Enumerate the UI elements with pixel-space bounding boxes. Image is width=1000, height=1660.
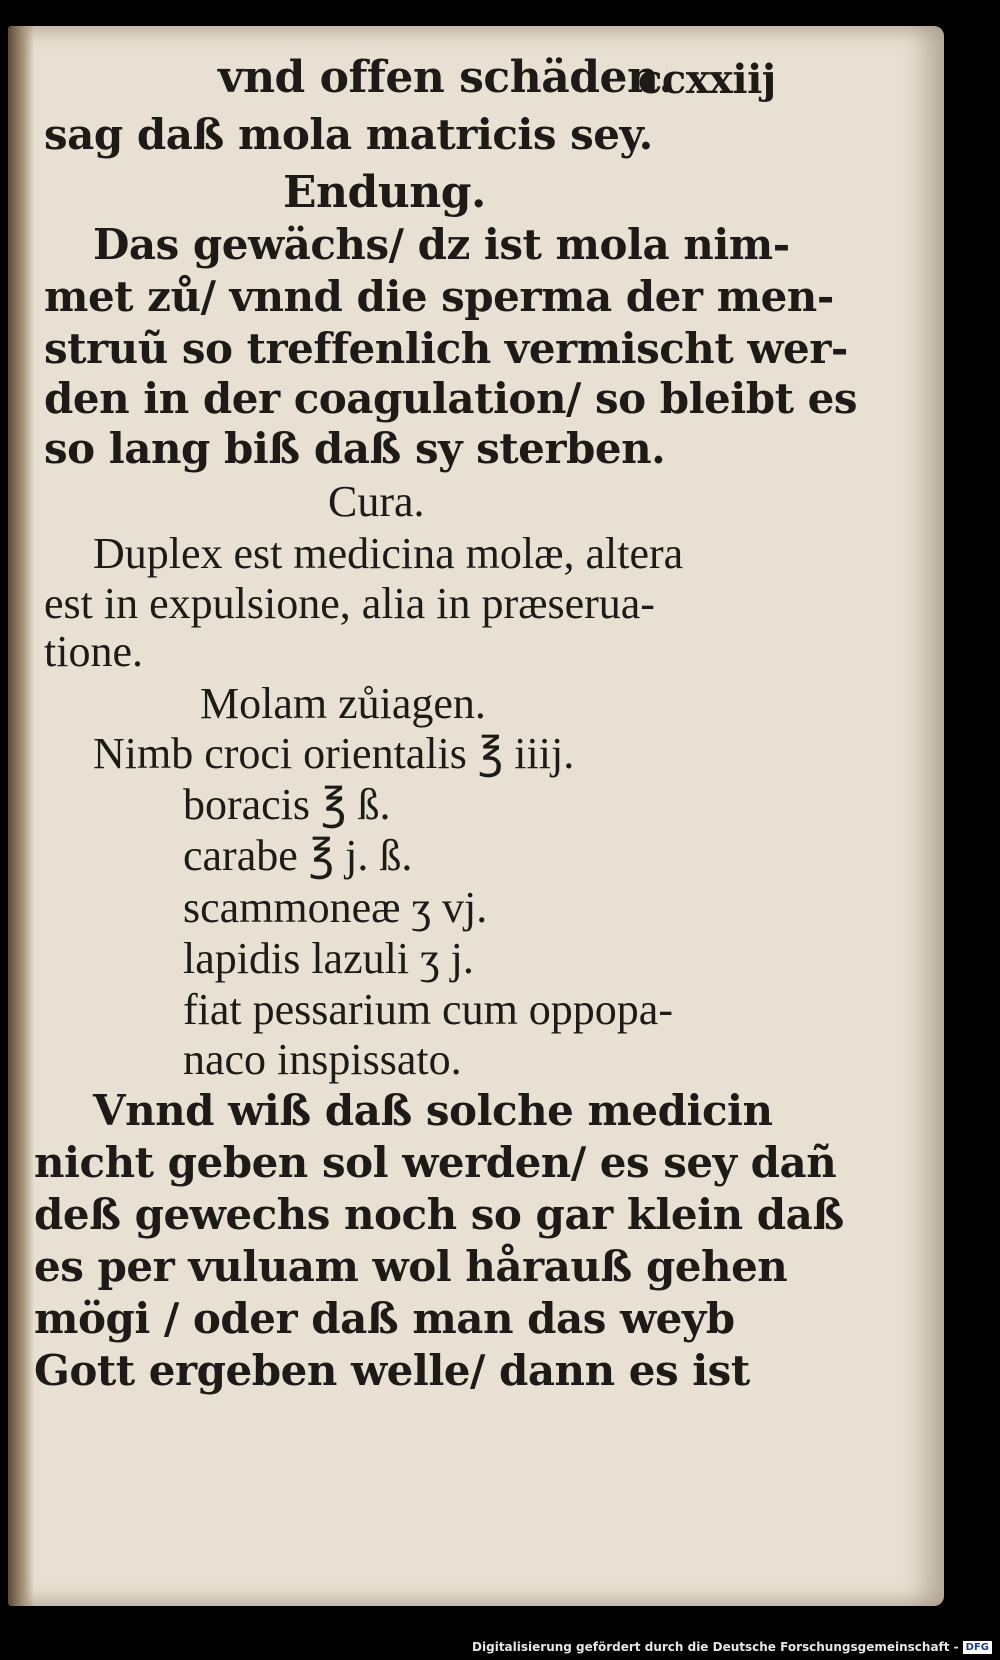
text-line: sag daß mola matricis sey. xyxy=(44,110,653,159)
recipe-line: carabe ℥ j. ß. xyxy=(183,831,413,880)
digitization-credit xyxy=(472,1640,992,1654)
page-gutter xyxy=(8,26,34,1606)
section-heading: Molam zůiagen. xyxy=(200,679,486,728)
recipe-line: fiat pessarium cum oppopa- xyxy=(183,985,673,1034)
text-line: est in expulsione, alia in præserua- xyxy=(44,579,655,628)
text-line: es per vuluam wol hårauß gehen xyxy=(34,1242,788,1291)
text-line: Vnnd wiß daß solche medicin xyxy=(93,1086,773,1135)
recipe-line: scammoneæ ʒ vj. xyxy=(183,883,488,932)
text-line: Duplex est medicina molæ, altera xyxy=(93,529,684,578)
recipe-line: Nimb croci orientalis ℥ iiij. xyxy=(93,729,575,778)
text-line: Gott ergeben welle/ dann es ist xyxy=(34,1346,750,1395)
text-line: nicht geben sol werden/ es sey dañ xyxy=(34,1138,837,1187)
section-heading: Cura. xyxy=(328,477,425,526)
book-page xyxy=(8,26,944,1606)
text-line: tione. xyxy=(44,627,143,676)
text-line: mögi / oder daß man das weyb xyxy=(34,1294,735,1343)
text-line: den in der coagulation/ so bleibt es xyxy=(44,374,857,423)
credit-text: Digitalisierung gefördert durch die Deutsche Forschungsgemeinschaft - xyxy=(472,1640,959,1654)
folio-number: ccxxiij xyxy=(638,56,776,103)
text-line: so lang biß daß sy sterben. xyxy=(44,424,666,473)
recipe-line: naco inspissato. xyxy=(183,1035,462,1084)
text-line: Das gewächs/ dz ist mola nim- xyxy=(93,220,790,269)
dfg-logo: DFG xyxy=(963,1641,992,1654)
text-line: struũ so treffenlich vermischt wer- xyxy=(44,324,848,373)
text-line: met zů/ vnnd die sperma der men- xyxy=(44,272,834,321)
recipe-line: boracis ℥ ß. xyxy=(183,780,391,829)
text-line: deß gewechs noch so gar klein daß xyxy=(34,1190,844,1239)
recipe-line: lapidis lazuli ʒ j. xyxy=(183,934,474,983)
running-title: vnd offen schäden. xyxy=(218,52,674,103)
section-heading: Endung. xyxy=(283,167,486,218)
